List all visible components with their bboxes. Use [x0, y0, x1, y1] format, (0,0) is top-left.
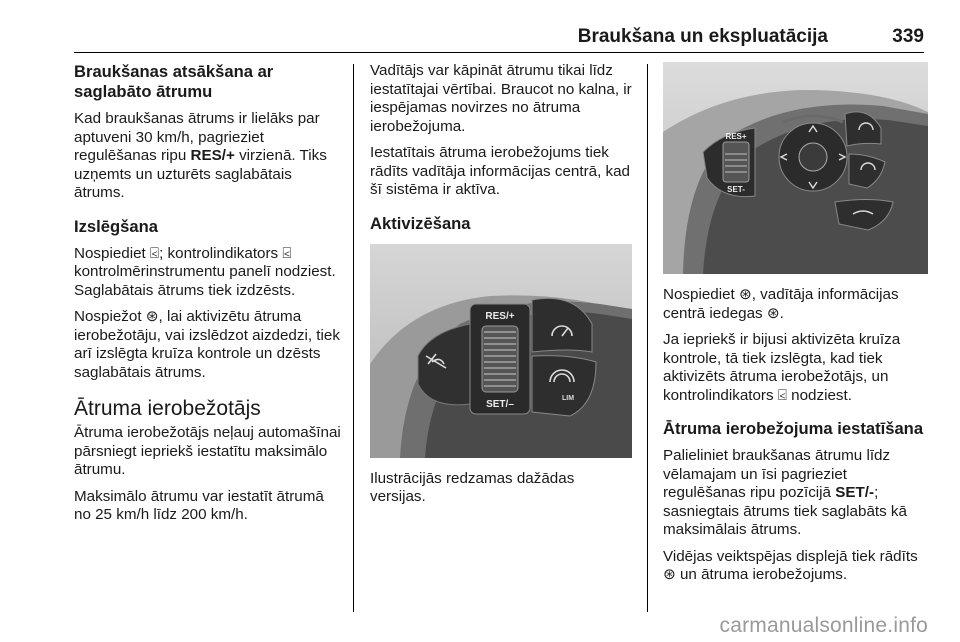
res-plus-label: RES/+: [485, 310, 515, 322]
steering-wheel-illustration-2: [663, 62, 928, 274]
cruise-control-icon: ⍃: [282, 244, 292, 262]
column-divider: [353, 64, 354, 612]
paragraph-col3-2: Ja iepriekš ir bijusi aktivizēta kruīza kontrole, tā tiek izslēgta, kad tiek aktivizēts ātruma ierobežotājs, un kontrolindikators ⍃ nodziest.: [663, 331, 901, 404]
steering-wheel-illustration-1: [370, 244, 632, 458]
heading-resume: Braukšanas atsākšana ar saglabāto ātrumu: [74, 62, 274, 101]
paragraph-col2-top: Vadītājs var kāpināt ātrumu tikai līdz iestatītajai vērtībai. Braucot no kalna, ir iespējamas novirzes no ātruma ierobežojuma.: [370, 62, 632, 135]
paragraph-col3-1: Nospiediet ⊛, vadītāja informācijas centrā iedegas ⊛.: [663, 286, 899, 322]
column-divider: [647, 64, 648, 612]
cruise-control-icon: ⍃: [149, 244, 160, 262]
speed-limiter-icon: ⊛: [738, 286, 752, 303]
res-plus-label: RES+: [725, 132, 747, 141]
page-header: [74, 22, 924, 53]
speed-limiter-icon: ⊛: [145, 308, 159, 325]
heading-activation: Aktivizēšana: [370, 213, 471, 233]
paragraph-resume: Kad braukšanas ātrums ir lielāks par aptuveni 30 km/h, pagrieziet regulēšanas ripu RES/+ virzienā. Tiks uzņemts un uzturēts saglabātais ātrums.: [74, 110, 327, 201]
paragraph-col2-top-2: Iestatītais ātruma ierobežojums tiek rādīts vadītāja informācijas centrā, kad šī sistēma ir aktīva.: [370, 144, 630, 198]
heading-set-limit: Ātruma ierobežojuma iestatīšana: [663, 419, 924, 438]
speed-limiter-icon: ⊛: [663, 566, 676, 583]
paragraph-limiter-2: Maksimālo ātrumu var iestatīt ātrumā no 25 km/h līdz 200 km/h.: [74, 487, 324, 523]
column-3: [663, 62, 928, 593]
paragraph-limiter-1: Ātruma ierobežotājs neļauj automašīnai pārsniegt iepriekš iestatītu maksimālo ātrumu.: [74, 424, 341, 478]
heading-limiter: Ātruma ierobežotājs: [74, 397, 261, 420]
paragraph-off: Nospiediet ⍃; kontrolindikators ⍃ kontrolmērinstrumentu panelī nodziest. Saglabātais ātrums tiek izdzēsts.: [74, 244, 336, 299]
column-1: [74, 62, 342, 533]
page-title: Braukšana un ekspluatācija: [577, 26, 828, 47]
speed-limiter-icon: ⊛: [766, 304, 780, 322]
image-caption: Ilustrācijās redzamas dažādas versijas.: [370, 469, 575, 505]
paragraph-col3-3: Palieliniet braukšanas ātrumu līdz vēlamajam un īsi pagrieziet regulēšanas ripu pozīcijā SET/-; sasniegtais ātrums tiek saglabāts kā maksimālais ātrums.: [663, 447, 907, 538]
paragraph-off-2: Nospiežot ⊛, lai aktivizētu ātruma ierobežotāju, vai izslēdzot aizdedzi, tiek arī izslēgta kruīza kontrole un dzēsts saglabātais ātrums.: [74, 308, 340, 381]
set-minus-label: SET-: [727, 185, 745, 194]
watermark: carmanualsonline.info: [719, 614, 928, 637]
column-2: [370, 62, 632, 515]
cruise-control-icon: ⍃: [777, 386, 787, 404]
heading-off: Izslēgšana: [74, 216, 158, 236]
page-number: 339: [892, 26, 924, 47]
lim-label: LIM: [561, 394, 575, 402]
paragraph-col3-4: Vidējas veiktspējas displejā tiek rādīts ⊛ un ātruma ierobežojums.: [663, 547, 918, 583]
set-minus-label: SET/–: [486, 398, 514, 410]
